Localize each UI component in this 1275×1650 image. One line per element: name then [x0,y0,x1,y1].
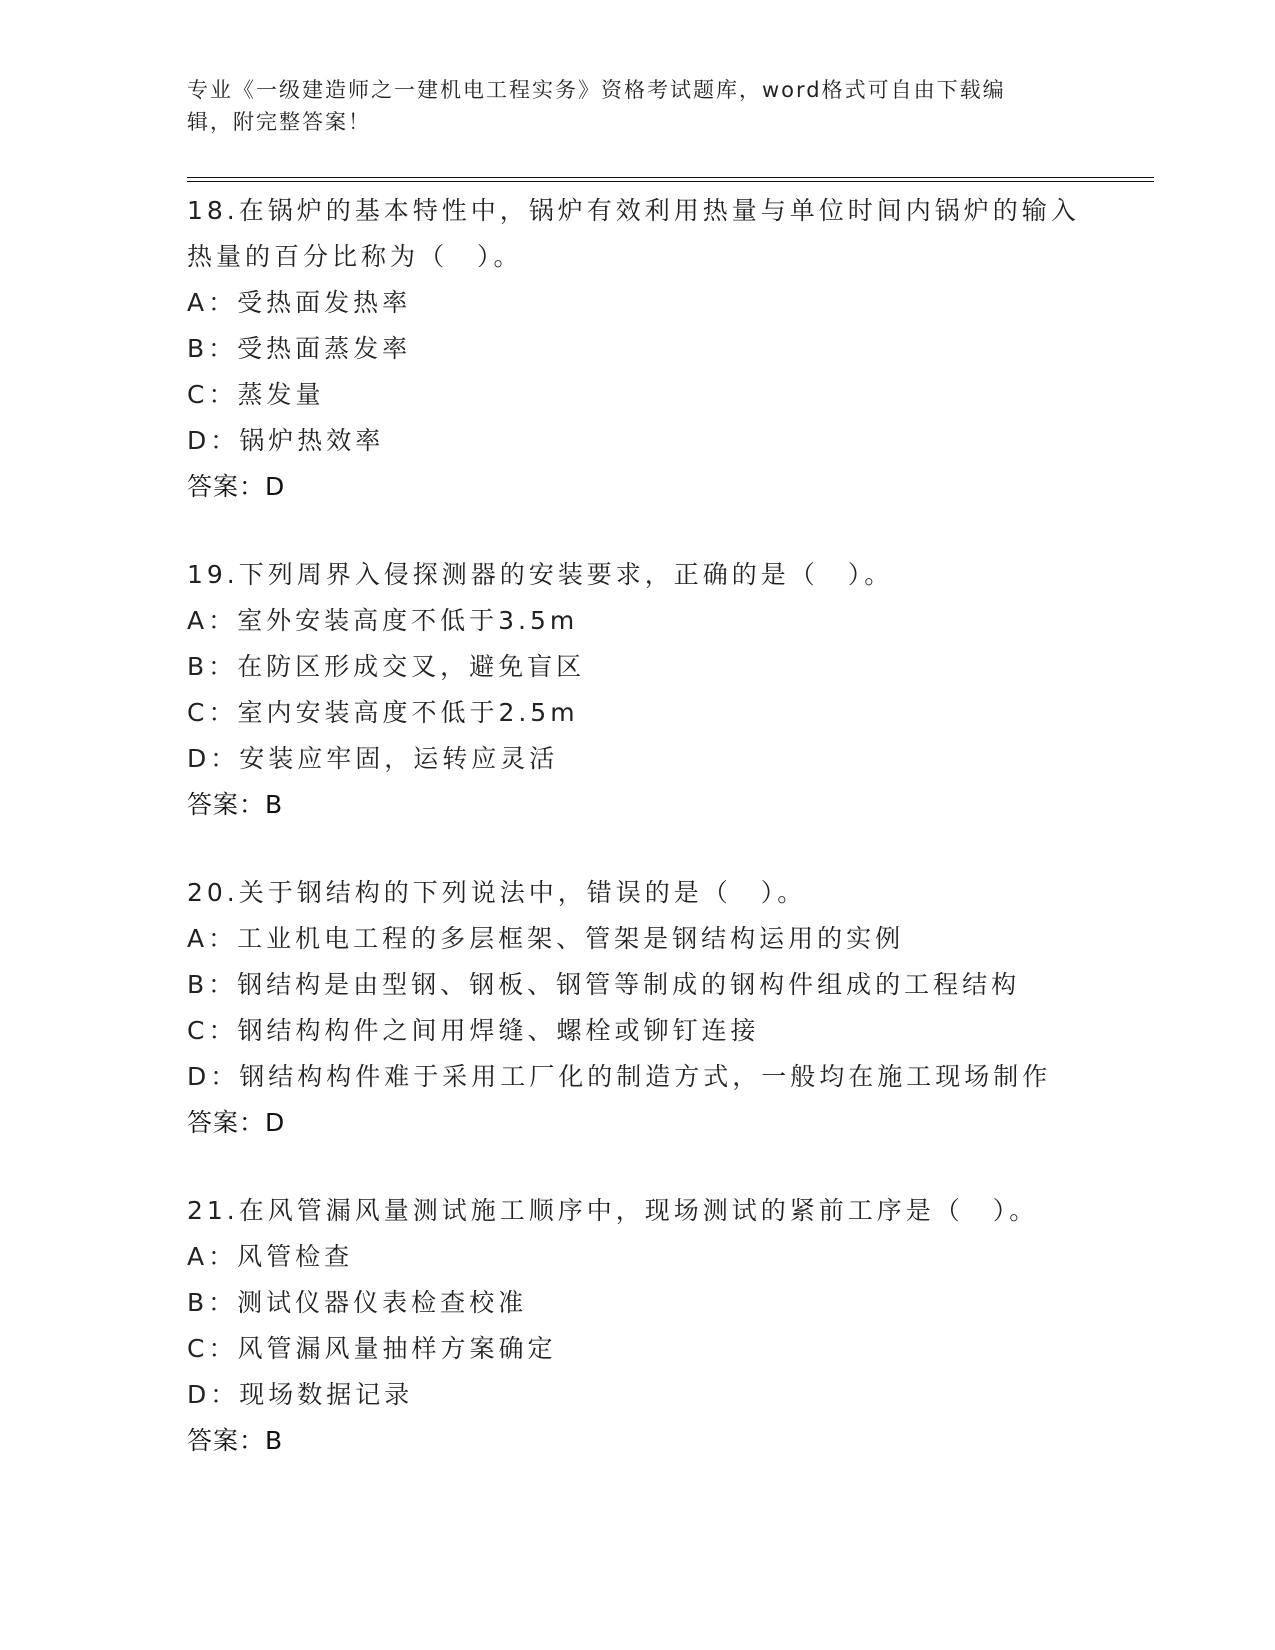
option-c: C：风管漏风量抽样方案确定 [187,1334,557,1363]
question-list [187,188,1087,1464]
question-spacer [187,1146,1087,1188]
question-stem: 20.关于钢结构的下列说法中，错误的是（ ）。 [187,878,807,907]
option-c: C：蒸发量 [187,380,325,409]
option-d: D：锅炉热效率 [187,426,385,455]
question-spacer [187,828,1087,870]
option-c: C：室内安装高度不低于2.5m [187,698,579,727]
answer: 答案：B [187,1426,284,1455]
question-19 [187,552,1087,828]
option-a: A：室外安装高度不低于3.5m [187,606,579,635]
header-line-2: 辑，附完整答案！ [187,110,371,134]
option-d: D：钢结构构件难于采用工厂化的制造方式，一般均在施工现场制作 [187,1062,1052,1091]
question-21 [187,1188,1087,1464]
header-double-rule [187,177,1154,182]
question-18 [187,188,1087,510]
option-a: A：风管检查 [187,1242,354,1271]
header-line-1: 专业《一级建造师之一建机电工程实务》资格考试题库，word格式可自由下载编 [187,78,1006,102]
answer: 答案：D [187,1108,286,1137]
option-d: D：现场数据记录 [187,1380,414,1409]
question-20 [187,870,1087,1146]
option-a: A：受热面发热率 [187,288,412,317]
question-stem: 18.在锅炉的基本特性中，锅炉有效利用热量与单位时间内锅炉的输入 [187,196,1080,225]
document-header [187,74,1067,138]
option-d: D：安装应牢固，运转应灵活 [187,744,559,773]
question-stem-continued: 热量的百分比称为（ ）。 [187,242,523,271]
option-b: B：测试仪器仪表检查校准 [187,1288,528,1317]
answer: 答案：D [187,472,286,501]
option-b: B：在防区形成交叉，避免盲区 [187,652,586,681]
answer: 答案：B [187,790,284,819]
question-spacer [187,510,1087,552]
option-b: B：钢结构是由型钢、钢板、钢管等制成的钢构件组成的工程结构 [187,970,1021,999]
question-stem: 21.在风管漏风量测试施工顺序中，现场测试的紧前工序是（ ）。 [187,1196,1039,1225]
option-c: C：钢结构构件之间用焊缝、螺栓或铆钉连接 [187,1016,760,1045]
option-b: B：受热面蒸发率 [187,334,412,363]
option-a: A：工业机电工程的多层框架、管架是钢结构运用的实例 [187,924,905,953]
question-stem: 19.下列周界入侵探测器的安装要求，正确的是（ ）。 [187,560,894,589]
